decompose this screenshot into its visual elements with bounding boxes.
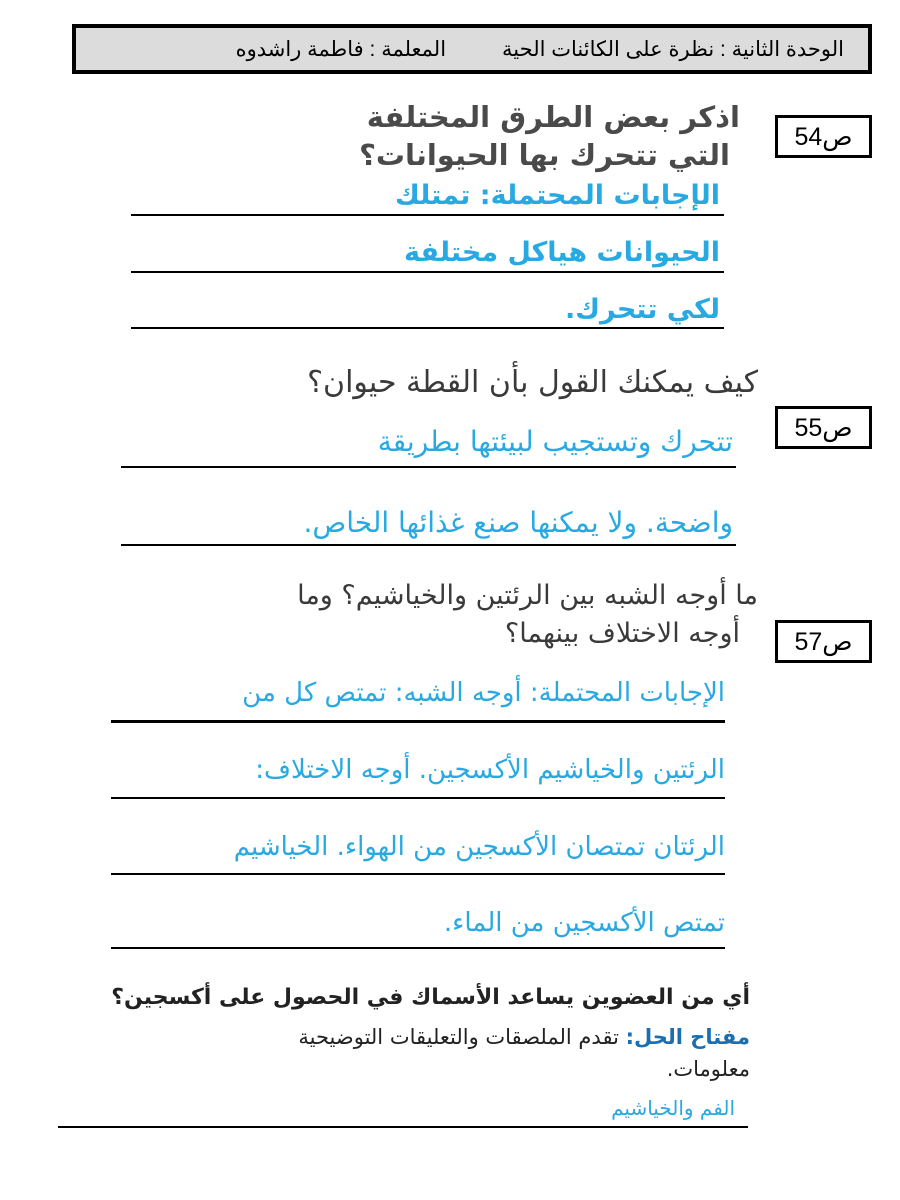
answer-57-line3: الرئتان تمتصان الأكسجين من الهواء. الخياشيم [233, 832, 725, 862]
answer-rule [121, 466, 736, 468]
answer-rule [111, 873, 725, 875]
answer-55-line2: واضحة. ولا يمكنها صنع غذائها الخاص. [303, 506, 733, 539]
page-label-57: ص57 [775, 620, 872, 663]
answer-rule [131, 327, 724, 329]
answer-rule [58, 1126, 748, 1128]
answer-rule [111, 720, 725, 723]
question-55: كيف يمكنك القول بأن القطة حيوان؟ [307, 365, 758, 400]
answer-57-line1: الإجابات المحتملة: أوجه الشبه: تمتص كل من [242, 678, 725, 708]
solution-key-text: تقدم الملصقات والتعليقات التوضيحية [298, 1025, 619, 1049]
answer-rule [131, 271, 724, 273]
answer-rule [111, 947, 725, 949]
header-bar [72, 24, 872, 74]
question-54-line2: التي تتحرك بها الحيوانات؟ [359, 138, 730, 172]
teacher-name: المعلمة : فاطمة راشدوه [235, 37, 447, 61]
page-label-54: ص54 [775, 115, 872, 158]
question-fish-oxygen: أي من العضوين يساعد الأسماك في الحصول على أكسجين؟ [111, 985, 750, 1010]
question-57-line1: ما أوجه الشبه بين الرئتين والخياشيم؟ وما [297, 580, 758, 611]
answer-rule [111, 797, 725, 799]
answer-55-line1: تتحرك وتستجيب لبيئتها بطريقة [377, 425, 733, 458]
page-label-55: ص55 [775, 406, 872, 449]
answer-rule [131, 214, 724, 216]
answer-fish-oxygen: الفم والخياشيم [611, 1096, 735, 1120]
answer-54-line2: الحيوانات هياكل مختلفة [404, 237, 720, 268]
solution-key-text2: معلومات. [666, 1057, 750, 1081]
answer-57-line4: تمتص الأكسجين من الماء. [443, 908, 725, 938]
answer-rule [121, 544, 736, 546]
solution-key-label: مفتاح الحل: [625, 1025, 750, 1049]
question-57-line2: أوجه الاختلاف بينهما؟ [504, 618, 740, 649]
answer-54-line1: الإجابات المحتملة: تمتلك [394, 180, 720, 211]
question-54-line1: اذكر بعض الطرق المختلفة [366, 100, 740, 134]
answer-57-line2: الرئتين والخياشيم الأكسجين. أوجه الاختلاف: [255, 755, 725, 785]
answer-54-line3: لكي تتحرك. [565, 294, 720, 325]
unit-title: الوحدة الثانية : نظرة على الكائنات الحية [502, 37, 844, 61]
solution-key [298, 1025, 750, 1049]
